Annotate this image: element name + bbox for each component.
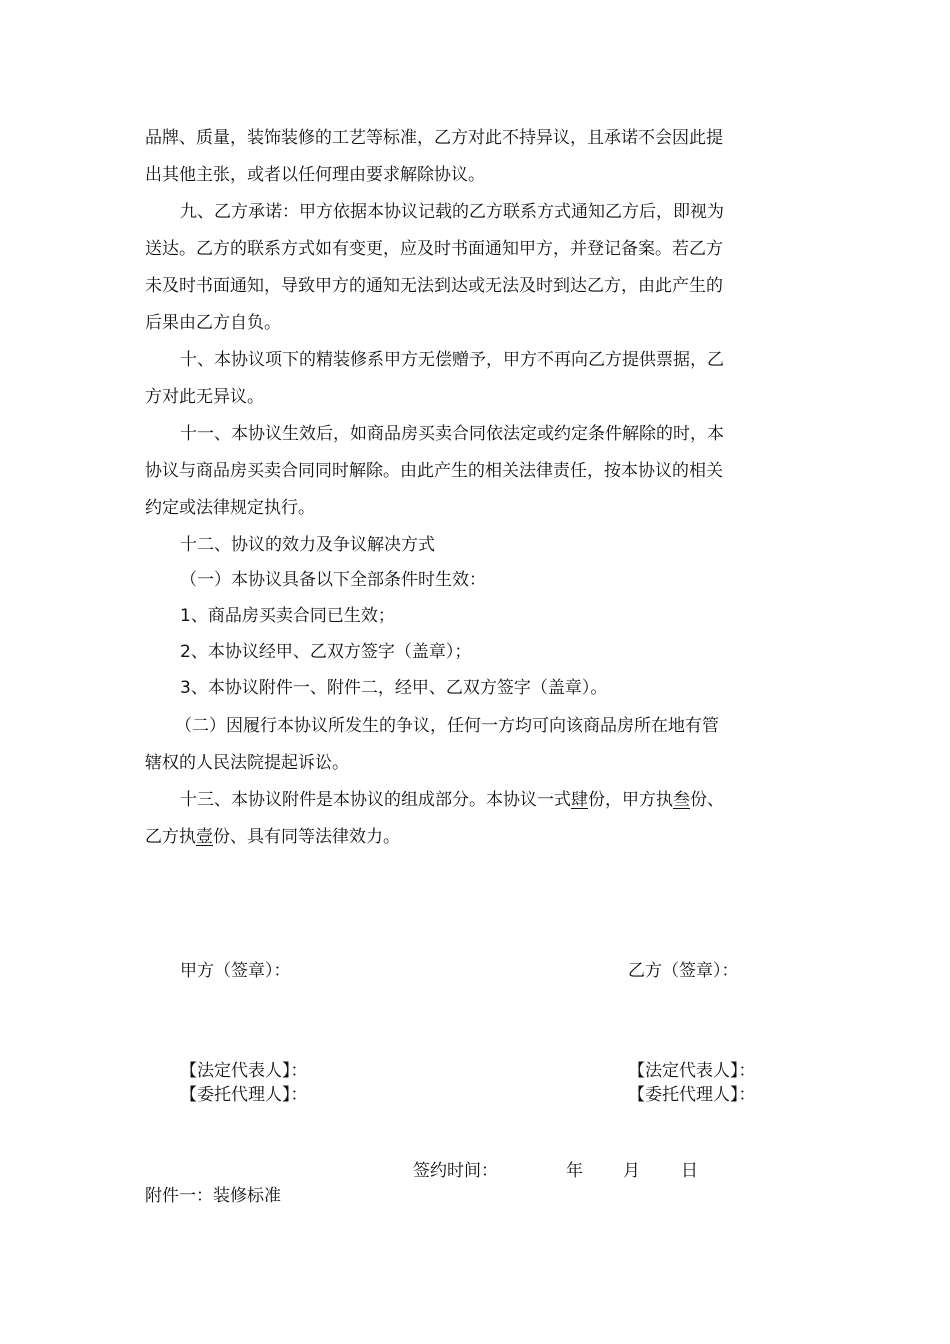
clause-13-text: 份，甲方执 [588, 790, 673, 810]
party-a-agent: 【委托代理人】： [180, 1085, 308, 1105]
clause-11-line: 约定或法律规定执行。 [145, 498, 315, 518]
clause-12-heading: 十二、协议的效力及争议解决方式 [180, 535, 435, 555]
copies-party-b: 壹 [196, 827, 213, 847]
clause-9-line: 送达。乙方的联系方式如有变更，应及时书面通知甲方，并登记备案。若乙方 [145, 239, 723, 259]
date-month: 月 [623, 1161, 640, 1181]
clause-9-line: 后果由乙方自负。 [145, 313, 281, 333]
clause-13-line [145, 825, 815, 849]
clause-12-item: （一）本协议具备以下全部条件时生效： [180, 570, 486, 590]
paragraph-line: 出其他主张，或者以任何理由要求解除协议。 [145, 165, 485, 185]
clause-13-text: 乙方执 [145, 827, 196, 847]
clause-10-line: 方对此无异议。 [145, 387, 264, 407]
clause-13-line [180, 788, 850, 812]
clause-12-item: （二）因履行本协议所发生的争议，任何一方均可向该商品房所在地有管 [175, 716, 719, 736]
party-a-legal-rep: 【法定代表人】： [180, 1061, 308, 1081]
copies-party-a: 叁 [673, 790, 690, 810]
date-year: 年 [566, 1161, 583, 1181]
clause-10-line: 十、本协议项下的精装修系甲方无偿赠予，甲方不再向乙方提供票据，乙 [180, 350, 724, 370]
party-b-seal-label: 乙方（签章）： [628, 961, 739, 981]
appendix-title: 附件一：装修标准 [145, 1186, 281, 1206]
party-a-seal-label: 甲方（签章）： [180, 961, 291, 981]
clause-9-line: 未及时书面通知，导致甲方的通知无法到达或无法及时到达乙方，由此产生的 [145, 276, 723, 296]
clause-12-item: 2、本协议经甲、乙双方签字（盖章）； [180, 642, 472, 662]
party-b-agent: 【委托代理人】： [628, 1085, 756, 1105]
signing-date-label: 签约时间： [413, 1161, 498, 1181]
clause-13-text: 份、具有同等法律效力。 [213, 827, 400, 847]
clause-12-item: 1、商品房买卖合同已生效； [180, 606, 395, 626]
paragraph-line: 品牌、质量，装饰装修的工艺等标准，乙方对此不持异议，且承诺不会因此提 [145, 128, 723, 148]
copies-total: 肆 [571, 790, 588, 810]
clause-13-text: 份、 [690, 790, 724, 810]
party-b-legal-rep: 【法定代表人】： [628, 1061, 756, 1081]
clause-11-line: 十一、本协议生效后，如商品房买卖合同依法定或约定条件解除的时，本 [180, 424, 724, 444]
clause-13-text: 十三、本协议附件是本协议的组成部分。本协议一式 [180, 790, 571, 810]
date-day: 日 [681, 1161, 698, 1181]
clause-9-line: 九、乙方承诺：甲方依据本协议记载的乙方联系方式通知乙方后，即视为 [180, 202, 724, 222]
clause-11-line: 协议与商品房买卖合同同时解除。由此产生的相关法律责任，按本协议的相关 [145, 461, 723, 481]
clause-12-item: 辖权的人民法院提起诉讼。 [145, 753, 349, 773]
clause-12-item: 3、本协议附件一、附件二，经甲、乙双方签字（盖章）。 [180, 678, 608, 698]
